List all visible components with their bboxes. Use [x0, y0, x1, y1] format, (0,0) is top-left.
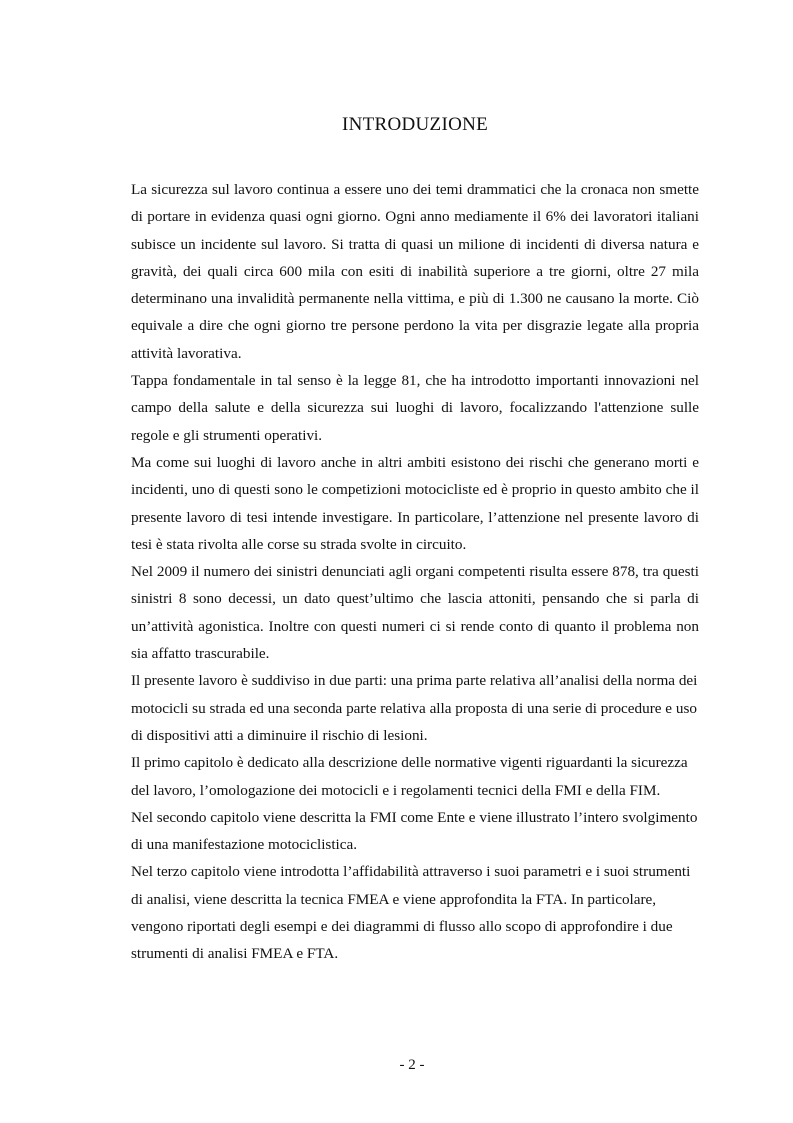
paragraph-8: Nel terzo capitolo viene introdotta l’affidabilità attraverso i suoi parametri e i suoi strumenti di analisi, viene descritta la tecnica FMEA e viene approfondita la FTA. In particolare, vengono riportati degli esempi e dei diagrammi di flusso allo scopo di approfondire i due strumenti di analisi FMEA e FTA. — [131, 863, 691, 963]
body-text — [131, 176, 699, 968]
paragraph-3: Ma come sui luoghi di lavoro anche in altri ambiti esistono dei rischi che generano morti e incidenti, uno di questi sono le competizioni motociclistе ed è proprio in questo ambito che il presente lavoro di tesi intende investigare. In particolare, l’attenzione nel presente lavoro di tesi è stata rivolta alle corse su strada svolte in circuito. — [131, 453, 699, 553]
paragraph-6: Il primo capitolo è dedicato alla descrizione delle normative vigenti riguardanti la sicurezza del lavoro, l’omologazione dei motocicli e i regolamenti tecnici della FMI e della FIM. — [131, 754, 688, 799]
paragraph-1: La sicurezza sul lavoro continua a essere uno dei temi drammatici che la cronaca non smette di portare in evidenza quasi ogni giorno. Ogni anno mediamente il 6% dei lavoratori italiani subisce un incidente sul lavoro. Si tratta di quasi un milione di incidenti di diversa natura e gravità, dei quali circa 600 mila con esiti di inabilità superiore a tre giorni, oltre 27 mila determinano una invalidità permanente nella vittima, e più di 1.300 ne causano la morte. Ciò equivale a dire che ogni giorno tre persone perdono la vita per disgrazie legate alla propria attività lavorativa. — [131, 181, 699, 362]
paragraph-7: Nel secondo capitolo viene descritta la FMI come Ente e viene illustrato l’intero svolgimento di una manifestazione motociclistica. — [131, 808, 698, 854]
page-title: INTRODUZIONE — [341, 114, 489, 135]
paragraph-2: Tappa fondamentale in tal senso è la legge 81, che ha introdotto importanti innovazioni nel campo della salute e della sicurezza sui luoghi di lavoro, focalizzando l'attenzione sulle regole e gli strumenti operativi. — [131, 372, 699, 444]
page-number: - 2 - — [399, 1057, 425, 1073]
paragraph-4: Nel 2009 il numero dei sinistri denunciati agli organi competenti risulta essere 878, tra questi sinistri 8 sono decessi, un dato quest’ultimo che lascia attoniti, pensando che si parla di un’attività agonistica. Inoltre con questi numeri ci si rende conto di quanto il problema non sia affatto trascurabile. — [131, 563, 699, 663]
paragraph-5: Il presente lavoro è suddiviso in due parti: una prima parte relativa all’analisi della norma dei motocicli su strada ed una seconda parte relativa alla proposta di una serie di procedure e uso di dispositivi atti a diminuire il rischio di lesioni. — [131, 672, 698, 744]
